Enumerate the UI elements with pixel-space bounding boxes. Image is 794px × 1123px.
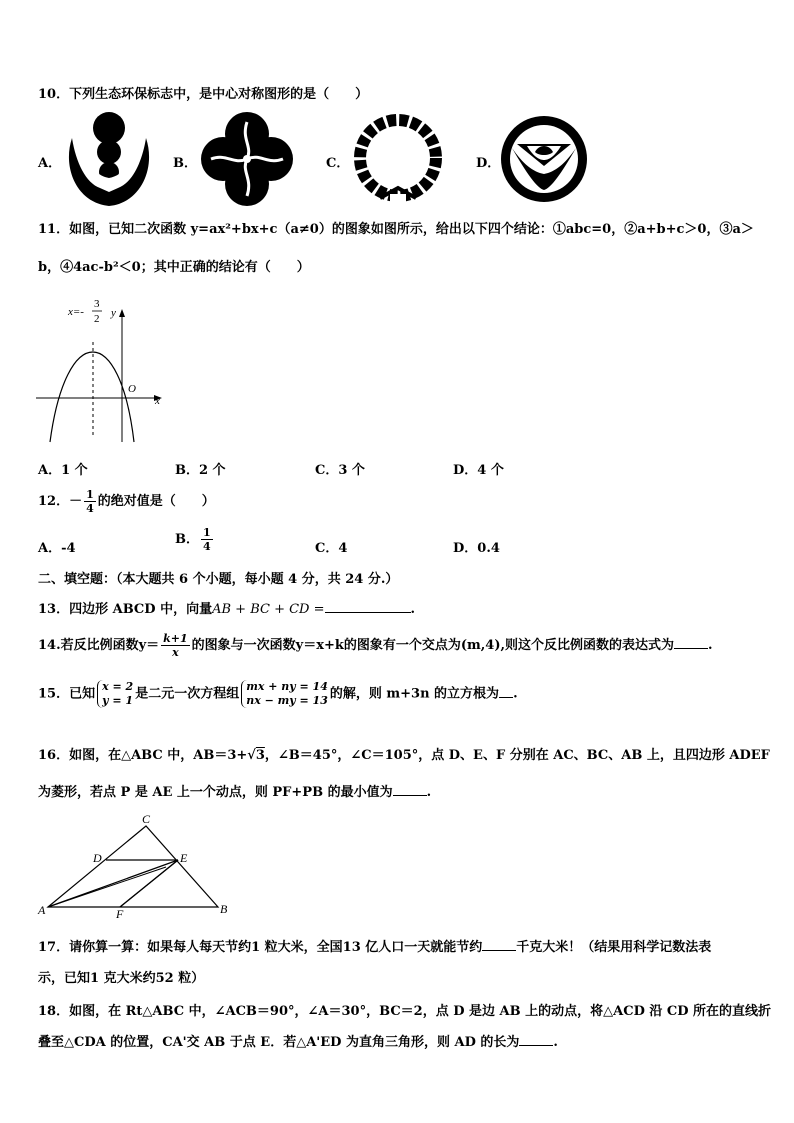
label-c: C [142, 812, 151, 826]
q15-suffix: 的解，则 m+3n 的立方根为 [329, 686, 500, 702]
q15-end: . [513, 686, 518, 702]
label-d: D [93, 851, 102, 865]
q15-sys2-a: mx + ny = 14 [246, 680, 328, 693]
q17-line1b: 千克大米！（结果用科学记数法表 [516, 940, 712, 955]
q15-equation-system [241, 680, 328, 708]
clover-symbol-icon [197, 110, 297, 208]
q11-option-c: C．3 个 [315, 463, 365, 478]
q16-line1b: ，∠B＝45°，∠C＝105°，点 D、E、F 分别在 AC、BC、AB 上，且四边形 ADEF [264, 748, 770, 763]
q14-end: . [708, 638, 713, 653]
q14-frac-den: x [172, 646, 179, 659]
graph-frac-den: 2 [94, 313, 100, 325]
q16-answer-blank [393, 783, 427, 796]
label-e: E [180, 851, 188, 865]
q13-suffix: . [410, 602, 416, 617]
q17-line1 [38, 936, 711, 955]
q18-line2 [38, 1031, 558, 1050]
q16-line1-text: 16．如图，在△ABC 中，AB＝3+ [38, 748, 248, 763]
q10-option-d-label: D． [476, 156, 501, 171]
graph-y-label: y [111, 307, 116, 319]
triangle-rhombus-figure [38, 810, 238, 920]
q17-line1-text: 17．请你算一算：如果每人每天节约1 粒大米，全国13 亿人口一天就能节约 [38, 940, 483, 955]
q15-sys1-b: y = 1 [102, 694, 134, 707]
q13-answer-blank [325, 600, 411, 613]
q12-frac-num: 1 [86, 488, 94, 501]
q14-frac-num: k+1 [163, 632, 188, 645]
q15-sys2-b: nx − my = 13 [246, 694, 328, 707]
q10-text: 10．下列生态环保标志中，是中心对称图形的是（ ） [38, 87, 369, 102]
eco-circle-symbol-icon [499, 114, 589, 204]
q12-frac-den: 4 [86, 502, 94, 515]
q15-prefix: 15．已知 [38, 686, 96, 702]
q14-prefix: 14.若反比例函数y＝ [38, 638, 160, 653]
q11-option-b: B．2 个 [175, 463, 226, 478]
q10-option-c-label: C． [326, 156, 350, 171]
q15-middle: 是二元一次方程组 [135, 686, 240, 702]
q10-option-b-label: B． [173, 156, 197, 171]
label-a: A [38, 903, 46, 917]
q18-line2-text: 叠至△CDA 的位置，CA'交 AB 于点 E．若△A'ED 为直角三角形，则 AD 的长为 [38, 1035, 520, 1050]
q14-answer-blank [674, 636, 708, 649]
q12-option-a: A．-4 [38, 541, 76, 556]
q10-option-a-label: A． [38, 156, 62, 171]
q12-option-b-fraction [201, 526, 213, 553]
q16-sqrt: √3 [247, 748, 265, 763]
q11-option-a: A．1 个 [38, 463, 88, 478]
graph-axis-line-label: x=- [68, 306, 84, 318]
q12-option-c: C．4 [315, 541, 348, 556]
q13-vector-expression: AB + BC + CD = [212, 602, 325, 617]
graph-frac-num: 3 [94, 298, 100, 310]
q12-option-b-label: B． [175, 532, 199, 547]
recycle-symbol-a-icon [62, 108, 156, 208]
q12-optb-den: 4 [203, 540, 211, 553]
q11-option-d: D．4 个 [453, 463, 504, 478]
q15-answer-blank [499, 685, 513, 698]
q18-answer-blank [519, 1033, 553, 1046]
parabola-graph [36, 292, 166, 444]
section2-heading: 二、填空题：（本大题共 6 个小题，每小题 4 分，共 24 分.） [38, 572, 399, 587]
label-b: B [220, 902, 228, 916]
q18-end: . [553, 1035, 558, 1050]
q14-text [38, 632, 713, 659]
q12-text [38, 488, 215, 515]
q11-line2: b，④4ac-b²＜0；其中正确的结论有（ ） [38, 260, 310, 275]
q16-line2 [38, 781, 431, 800]
q15-solution-system [97, 680, 133, 708]
laurel-wreath-icon [350, 110, 446, 206]
q13-prefix: 13．四边形 ABCD 中，向量 [38, 602, 213, 617]
q17-answer-blank [482, 938, 516, 951]
q18-line1: 18．如图，在 Rt△ABC 中，∠ACB＝90°，∠A＝30°，BC＝2，点 D 是边 AB 上的动点，将△ACD 沿 CD 所在的直线折 [38, 1004, 772, 1019]
q11-line1: 11．如图，已知二次函数 y=ax²+bx+c（a≠0）的图象如图所示，给出以下四个结论：①abc=0，②a+b+c＞0，③a＞ [38, 222, 754, 237]
graph-origin-label: O [128, 383, 136, 395]
graph-x-label: x [155, 395, 160, 407]
q17-line2: 示，已知1 克大米约52 粒） [38, 971, 205, 986]
q15-text [38, 680, 518, 708]
q16-sqrt-value: 3 [255, 748, 265, 763]
q12-option-d: D．0.4 [453, 541, 500, 556]
q12-option-b [175, 526, 215, 553]
q12-prefix: 12．－ [38, 494, 83, 509]
q12-optb-num: 1 [203, 526, 211, 539]
q12-suffix: 的绝对值是（ ） [97, 494, 215, 509]
q12-fraction [84, 488, 96, 515]
q14-suffix: 的图象与一次函数y＝x+k的图象有一个交点为(m,4),则这个反比例函数的表达式为 [191, 638, 675, 653]
q13-text [38, 598, 415, 617]
q16-line2-text: 为菱形，若点 P 是 AE 上一个动点，则 PF+PB 的最小值为 [38, 785, 393, 800]
q16-line1 [38, 744, 770, 763]
q15-sys1-a: x = 2 [102, 680, 134, 693]
q14-fraction [161, 632, 190, 659]
q16-end: . [426, 785, 432, 800]
label-f: F [116, 907, 124, 921]
